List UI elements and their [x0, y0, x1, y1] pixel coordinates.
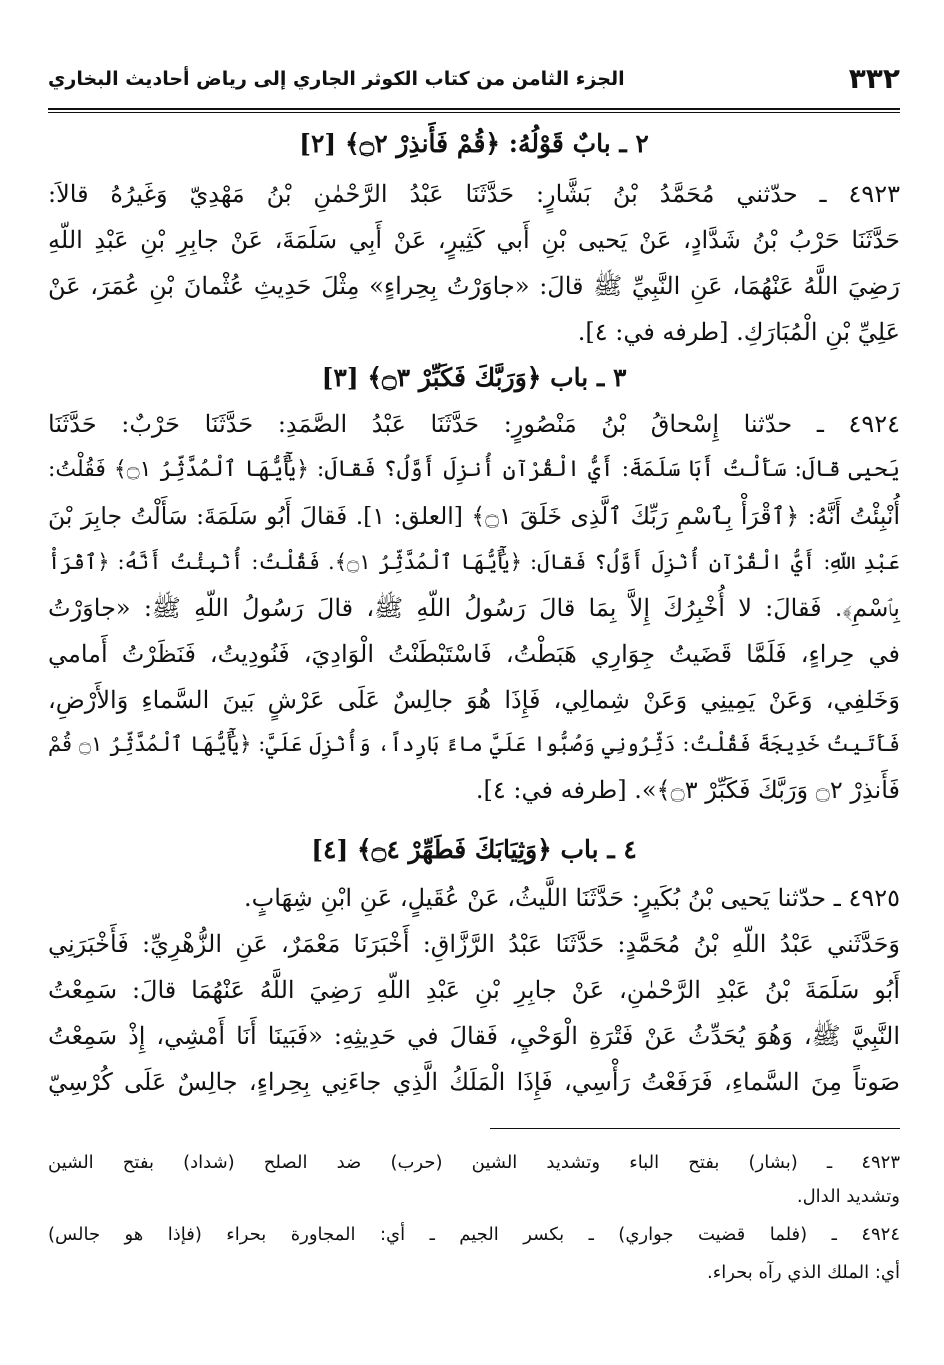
text-line: ٤٩٢٣ ـ حدّثني مُحَمَّدُ بْنُ بَشَّارٍ: حَدَّثَنَا عَبْدُ الرَّحْمٰنِ بْنُ مَهْدِيّ وَغَيرُهُ قالاَ:: [48, 180, 900, 208]
text-line: وَخَلفِي، وَعَنْ يَمِينِي وَعَنْ شِمالِي، فَإِذَا هُوَ جالِسٌ عَلَى عَرْشٍ بَينَ السَّماءِ وَالأَرْضِ،: [48, 686, 900, 714]
text-line: ٤٩٢٤ ـ حدّثنا إِسْحاقُ بْنُ مَنْصُورٍ: حَدَّثَنَا عَبْدُ الصَّمَدِ: حَدَّثَنَا حَرْبٌ: حَدَّثَنَا: [48, 410, 900, 438]
footnote-rule: [490, 1128, 900, 1129]
chapter-heading: ٢ ـ بابٌ قَوْلُهُ: ﴿قُمْ فَأَنذِرْ ۝٢﴾ [٢]: [299, 129, 649, 158]
text-line: صَوتاً مِنَ السَّماءِ، فَرَفَعْتُ رَأْسِي، فَإِذَا الْمَلَكُ الَّذِي جاءَنِي بِحِراءٍ، جالِسٌ عَلَى كُرْسِيّ: [48, 1068, 900, 1096]
main-text: [48, 0, 900, 1130]
text-line: رَضِيَ اللَّهُ عَنْهُمَا، عَنِ النَّبِيِّ ﷺ قالَ: «جاوَرْتُ بِحِراءٍ» مِثْلَ حَدِيثِ عُثْمانَ بْنِ عُمَرَ، عَنْ: [48, 272, 900, 300]
text-line: ٤٩٢٥ ـ حدّثنا يَحيى بْنُ بُكَيرٍ: حَدَّثَنَا اللَّيثُ، عَنْ عُقَيلٍ، عَنِ ابْنِ شِهَابٍ.: [244, 884, 900, 912]
footnote-line: وتشديد الدال.: [796, 1186, 900, 1207]
page-number: ٣٣٢: [848, 62, 900, 95]
text-line: أُنْبِئْتُ أَنَّهُ: ﴿ٱقْرَأْ بِٱسْمِ رَبِّكَ ٱلَّذِى خَلَقَ ۝١﴾ [العلق: ١]. فَقالَ أَبُو سَلَمَةَ: سَأَلْتُ جابِرَ بْنَ: [48, 502, 901, 530]
text-line: حَدَّثَنَا حَرْبُ بْنُ شَدَّادٍ، عَنْ يَحيى بْنِ أَبي كَثِيرٍ، عَنْ أَبِي سَلَمَةَ، عَنْ جابِرِ بْنِ عَبْدِ اللّهِ: [48, 226, 900, 254]
footnote-line: أي: الملك الذي رآه بحراء.: [707, 1262, 900, 1283]
text-line: فَأَتَيتُ خَدِيجَةَ فَقُلْتُ: دَثِّرُونِي وَصُبُّوا عَلَيَّ ماءً بَارِداً، وَأُنْزِلَ عَلَيَّ: ﴿يَٰٓأَيُّهَا ٱلْمُدَّثِّرُ ۝١ قُمْ: [48, 732, 900, 756]
text-line: أَبُو سَلَمَةَ بْنُ عَبْدِ الرَّحْمٰنِ، عَنْ جابِرِ بْنِ عَبْدِ اللّهِ رَضِيَ اللَّهُ عَنْهُمَا قالَ: سَمِعْتُ: [48, 976, 900, 1004]
chapter-heading: ٣ ـ باب ﴿وَرَبَّكَ فَكَبِّرْ ۝٣﴾ [٣]: [321, 363, 627, 392]
text-line: بِٱسْمِ﴾. فَقالَ: لا أُخْبِرُكَ إِلاَّ بِمَا قالَ رَسُولُ اللّهِ ﷺ، قالَ رَسُولُ اللّهِ ﷺ: «جاوَرْتُ: [48, 594, 900, 622]
running-title: الجزء الثامن من كتاب الكوثر الجاري إلى رياض أحاديث البخاري: [48, 68, 625, 90]
text-line: فَأَنذِرْ ۝٢ وَرَبَّكَ فَكَبِّرْ ۝٣﴾». [طرفه في: ٤].: [475, 776, 900, 804]
text-line: يَحيى قالَ: سَأَلْتُ أَبَا سَلَمَةَ: أَيُّ الْقُرْآنِ أُنزِلَ أَوَّلُ؟ فَقالَ: ﴿يَٰٓأَيُّهَا ٱلْمُدَّثِّرُ ۝١﴾ فَقُلْتُ:: [48, 457, 901, 482]
text-line: عَلِيِّ بْنِ الْمُبَارَكِ. [طرفه في: ٤].: [577, 318, 900, 346]
footnote-line: ٤٩٢٤ ـ (فلما قضيت جواري) ـ بكسر الجيم ـ أي: المجاورة بحراء (فإذا هو جالس): [48, 1224, 900, 1245]
text-line: وَحَدَّثَني عَبْدُ اللّهِ بْنُ مُحَمَّدٍ: حَدَّثَنَا عَبْدُ الرَّزَّاقِ: أَخْبَرَنَا مَعْمَرٌ، عَنِ الزُّهْرِيِّ: فَأَخْبَرَنِي: [48, 930, 900, 958]
text-line: النَّبِيَّ ﷺ، وَهُوَ يُحَدِّثُ عَنْ فَتْرَةِ الْوَحْيِ، فَقالَ في حَدِيثِهِ: «فَبَينَا أَنَا أَمْشِي، إِذْ سَمِعْتُ: [48, 1022, 900, 1050]
text-line: عَبْدِ اللّهِ: أَيُّ الْقُرْآنِ أُنْزِلَ أَوَّلُ؟ فَقالَ: ﴿يَٰٓأَيُّهَا ٱلْمُدَّثِّرُ ۝١﴾. فَقُلْتُ: أُنْبِئْتُ أَنَّهُ: ﴿ٱقْرَأْ: [48, 550, 900, 574]
chapter-heading: ٤ ـ باب ﴿وَثِيَابَكَ فَطَهِّرْ ۝٤﴾ [٤]: [311, 835, 637, 864]
text-line: في حِراءٍ، فَلَمَّا قَضَيتُ جِوَارِي هَبَطْتُ، فَاسْتَبْطَنْتُ الْوَادِيَ، فَنُودِيتُ، فَنَظَرْتُ أَمامي: [48, 640, 900, 668]
footnote-line: ٤٩٢٣ ـ (بشار) بفتح الباء وتشديد الشين (حرب) ضد الصلح (شداد) بفتح الشين: [48, 1152, 900, 1173]
